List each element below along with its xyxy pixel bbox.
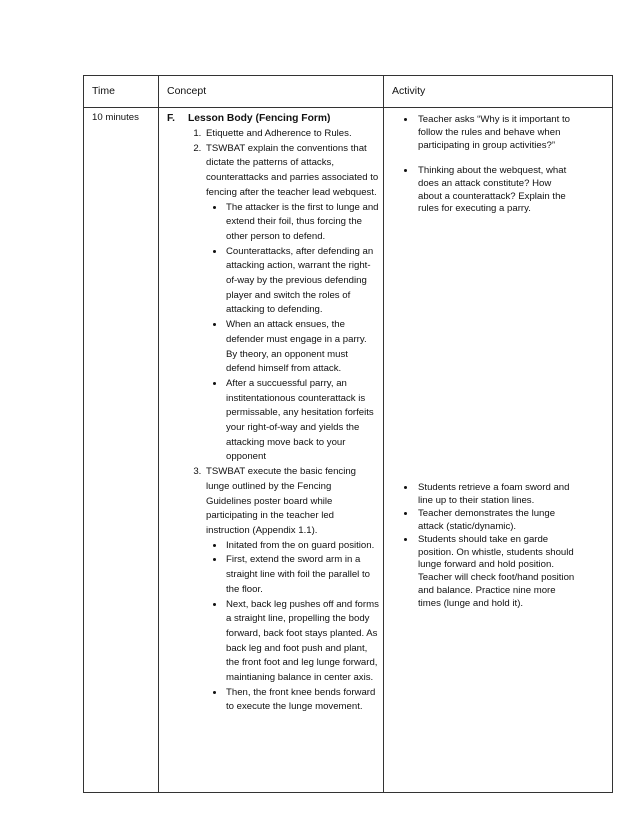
list-item: • Teacher demonstrates the lunge attack (static/dynamic). bbox=[416, 508, 578, 534]
item-text: Etiquette and Adherence to Rules. bbox=[206, 128, 352, 139]
header-time: Time bbox=[92, 85, 115, 97]
section-title: Lesson Body (Fencing Form) bbox=[188, 113, 331, 124]
header-divider bbox=[84, 107, 612, 108]
list-item: • When an attack ensues, the defender must engage in a parry. By theory, an opponent must defend himself from attack. bbox=[225, 318, 379, 377]
item-text: TSWBAT execute the basic fencing lunge outlined by the Fencing Guidelines poster board while participating in the teacher led instruction (Appendix 1.1). bbox=[206, 466, 357, 536]
time-value: 10 minutes bbox=[92, 112, 139, 123]
bullet-list bbox=[206, 201, 379, 466]
activity-group-1 bbox=[392, 114, 574, 216]
lesson-table bbox=[83, 75, 613, 793]
column-divider bbox=[158, 76, 159, 792]
header-activity: Activity bbox=[392, 85, 426, 97]
section-letter: F. bbox=[167, 113, 176, 124]
activity-list bbox=[392, 482, 578, 611]
list-item: • Students retrieve a foam sword and line up to their station lines. bbox=[416, 482, 578, 508]
objective-list bbox=[167, 127, 379, 715]
item-text: TSWBAT explain the conventions that dictate the patterns of attacks, counterattacks and parries associated to fencing after the teacher lead webquest. bbox=[206, 142, 379, 198]
list-item bbox=[204, 127, 379, 142]
activity-list bbox=[392, 114, 574, 153]
list-item: • After a succuessful parry, an institentationous counterattack is permissable, any hesitation forfeits your right-of-way and yields the attacking move back to your opponent bbox=[225, 377, 379, 465]
concept-cell bbox=[167, 112, 379, 715]
list-item: • Counterattacks, after defending an attacking action, warrant the right-of-way by the previous defending player and switch the roles of attacking to defending. bbox=[225, 245, 379, 319]
bullet-list bbox=[206, 539, 379, 715]
list-item: • First, extend the sword arm in a straight line with foil the parallel to the floor. bbox=[225, 553, 379, 597]
list-item: • Then, the front knee bends forward to execute the lunge movement. bbox=[225, 686, 379, 715]
list-item bbox=[204, 465, 379, 715]
list-item bbox=[204, 142, 379, 465]
activity-list bbox=[392, 165, 574, 217]
list-item: • The attacker is the first to lunge and extend their foil, thus forcing the other person to defend. bbox=[225, 201, 379, 245]
header-concept: Concept bbox=[167, 85, 207, 97]
section-heading bbox=[167, 112, 379, 126]
activity-group-2 bbox=[392, 482, 578, 611]
list-item: • Next, back leg pushes off and forms a straight line, propelling the body forward, back foot stays planted. As back leg and foot push and plant, the front foot and leg lunge forward, maintianing balance in center axis. bbox=[225, 598, 379, 686]
column-divider bbox=[383, 76, 384, 792]
list-item: • Students should take en garde position. On whistle, students should lunge forward and hold position. Teacher will check foot/hand position and balance. Practice nine more times (lunge and hold it). bbox=[416, 534, 578, 611]
list-item: • Initated from the on guard position. bbox=[225, 539, 379, 554]
list-item: • Teacher asks “Why is it important to follow the rules and behave when participating in group activities?” bbox=[416, 114, 574, 153]
list-item: • Thinking about the webquest, what does an attack constitute? How about a counterattack? Explain the rules for executing a parry. bbox=[416, 165, 574, 217]
